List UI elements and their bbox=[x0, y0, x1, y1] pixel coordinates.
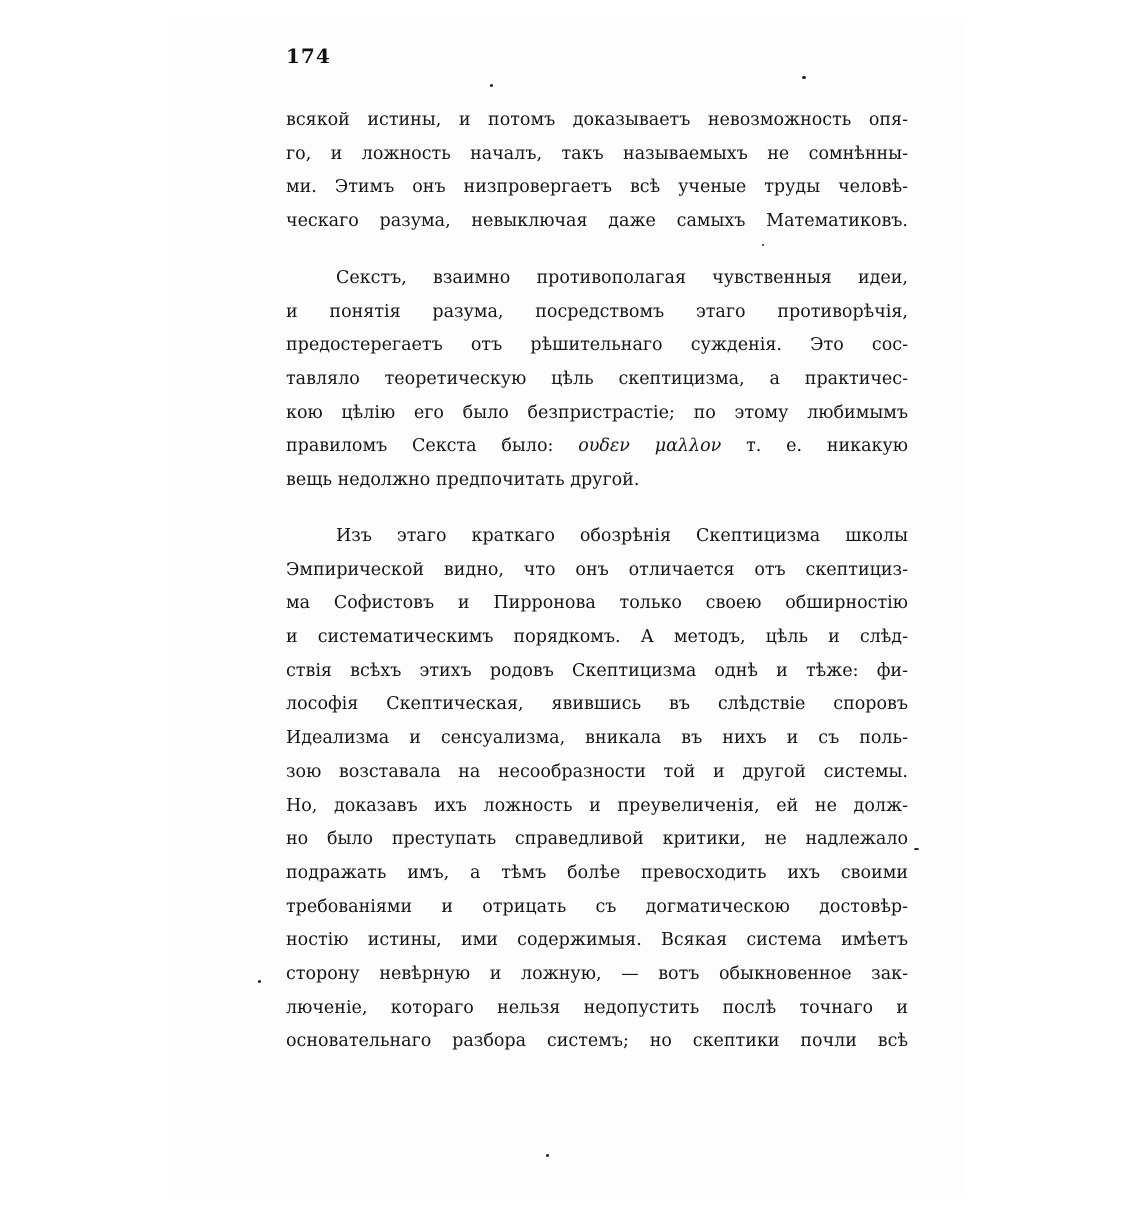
text-line: требованіями и отрицать съ догматическою достовѣр- bbox=[286, 896, 908, 917]
scan-speck bbox=[802, 76, 806, 79]
text-line: подражать имъ, а тѣмъ болѣе превосходить ихъ своими bbox=[286, 862, 908, 883]
scan-speck bbox=[914, 848, 919, 850]
text-line: ми. Этимъ онъ низпровергаетъ всѣ ученые труды человѣ- bbox=[286, 177, 908, 198]
text-line: Секстъ, взаимно противополагая чувственныя идеи, bbox=[336, 268, 908, 288]
scan-speck bbox=[546, 1154, 549, 1157]
text-fragment: правиломъ Секста было: bbox=[286, 436, 554, 457]
text-line: лософія Скептическая, явившись въ слѣдствіе споровъ bbox=[286, 694, 908, 715]
text-line-with-greek bbox=[286, 430, 908, 464]
paragraph-3 bbox=[286, 520, 908, 1059]
text-line: сторону невѣрную и ложную, — вотъ обыкновенное зак- bbox=[286, 963, 908, 984]
text-line: и систематическимъ порядкомъ. А методъ, цѣль и слѣд- bbox=[286, 627, 908, 648]
text-line: ческаго разума, невыключая даже самыхъ Математиковъ. bbox=[286, 211, 908, 232]
greek-phrase: ουδεν μαλλον bbox=[578, 436, 722, 457]
text-line: люченіе, котораго нельзя недопустить послѣ точнаго и bbox=[286, 997, 908, 1018]
text-line: Идеализма и сенсуализма, вникала въ нихъ и съ поль- bbox=[286, 728, 908, 749]
text-fragment: т. е. никакую bbox=[746, 436, 908, 457]
scan-speck bbox=[258, 980, 261, 983]
paragraph-1 bbox=[286, 104, 908, 239]
text-line: Изъ этаго краткаго обозрѣнія Скептицизма школы bbox=[336, 526, 908, 546]
text-line: и понятія разума, посредствомъ этаго противорѣчія, bbox=[286, 301, 908, 322]
text-line: вещь недолжно предпочитать другой. bbox=[286, 470, 640, 491]
text-line: тавляло теоретическую цѣль скептицизма, а практичес- bbox=[286, 369, 908, 390]
text-line: всякой истины, и потомъ доказываетъ невозможность опя- bbox=[286, 110, 908, 130]
paragraph-2 bbox=[286, 262, 908, 498]
text-line: но было преступать справедливой критики, не надлежало bbox=[286, 829, 908, 850]
text-line: зою возставала на несообразности той и другой системы. bbox=[286, 761, 908, 782]
text-line: ностію истины, ими содержимыя. Всякая система имѣетъ bbox=[286, 930, 908, 951]
text-line: го, и ложность началъ, такъ называемыхъ не сомнѣнны- bbox=[286, 143, 908, 164]
text-line: основательнаго разбора системъ; но скептики почли всѣ bbox=[286, 1031, 908, 1052]
text-line: Но, доказавъ ихъ ложность и преувеличенія, ей не долж- bbox=[286, 795, 908, 816]
page-number: 174 bbox=[286, 44, 331, 68]
text-line: Эмпирической видно, что онъ отличается отъ скептициз- bbox=[286, 559, 908, 580]
scan-speck bbox=[490, 84, 493, 87]
text-line: предостерегаетъ отъ рѣшительнаго сужденія. Это сос- bbox=[286, 335, 908, 356]
text-line: ствія всѣхъ этихъ родовъ Скептицизма однѣ и тѣже: фи- bbox=[286, 660, 908, 681]
text-line: кою цѣлію его было безпристрастіе; по этому любимымъ bbox=[286, 402, 908, 423]
text-line: ма Софистовъ и Пирронова только своею обширностію bbox=[286, 593, 908, 614]
scan-speck bbox=[762, 244, 764, 246]
